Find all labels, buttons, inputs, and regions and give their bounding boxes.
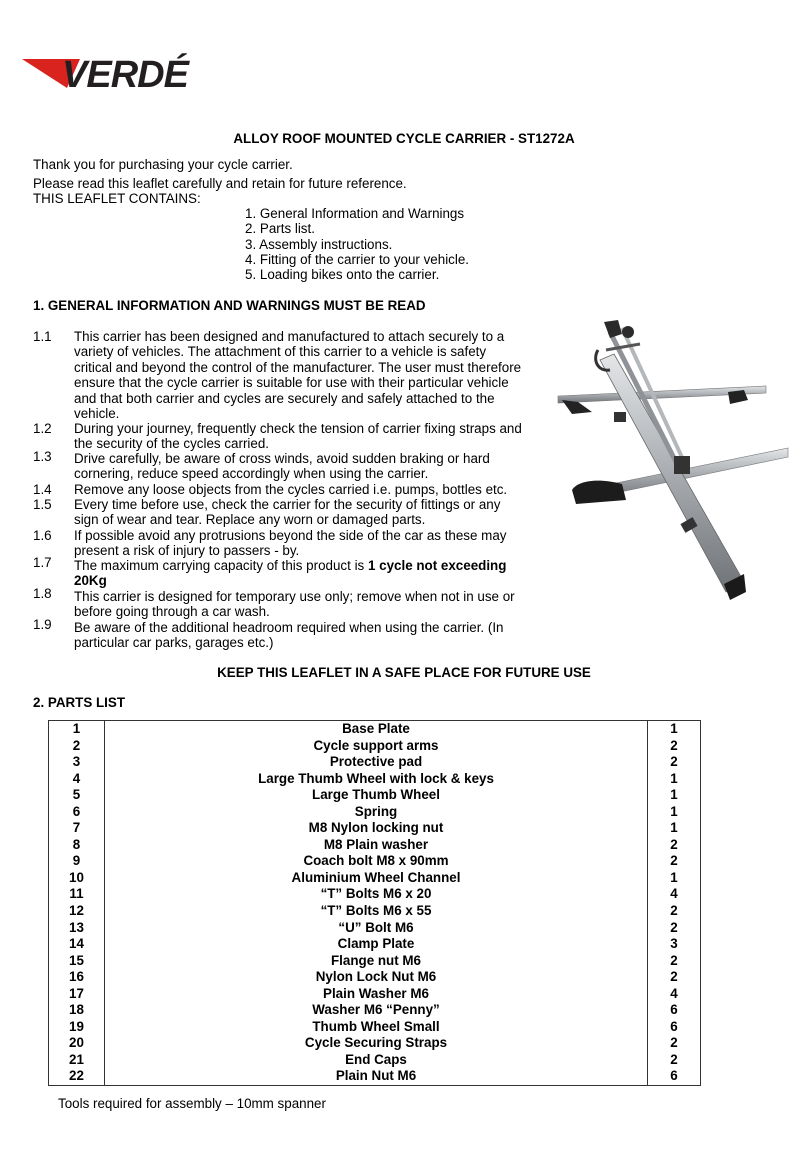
part-number: 15 [49,953,105,970]
part-number: 8 [49,837,105,854]
parts-row [49,953,701,970]
part-description: End Caps [105,1052,648,1069]
warning-number: 1.3 [33,449,52,464]
part-description: Cycle support arms [105,738,648,755]
part-number: 2 [49,738,105,755]
part-description: Nylon Lock Nut M6 [105,969,648,986]
part-quantity: 2 [648,1052,701,1069]
part-quantity: 1 [648,820,701,837]
section2-heading: 2. PARTS LIST [33,695,126,710]
part-quantity: 1 [648,787,701,804]
part-description: Base Plate [105,721,648,738]
part-description: Large Thumb Wheel with lock & keys [105,771,648,788]
part-quantity: 2 [648,853,701,870]
part-description: “T” Bolts M6 x 55 [105,903,648,920]
parts-row [49,1068,701,1085]
warning-text: This carrier is designed for temporary use only; remove when not in use or before going through a car wash. [74,589,515,620]
parts-row [49,754,701,771]
capacity-limit: 1 cycle not exceeding 20Kg [74,558,507,589]
cycle-carrier-photo [548,320,792,605]
part-number: 12 [49,903,105,920]
part-number: 13 [49,920,105,937]
part-description: Washer M6 “Penny” [105,1002,648,1019]
part-number: 16 [49,969,105,986]
part-description: Protective pad [105,754,648,771]
parts-row [49,1052,701,1069]
keep-leaflet-notice: KEEP THIS LEAFLET IN A SAFE PLACE FOR FUTURE USE [217,665,591,680]
parts-row [49,837,701,854]
intro-thanks: Thank you for purchasing your cycle carrier. [33,157,293,172]
part-quantity: 1 [648,870,701,887]
part-description: Thumb Wheel Small [105,1019,648,1036]
document-title: ALLOY ROOF MOUNTED CYCLE CARRIER - ST1272A [233,131,575,146]
part-number: 18 [49,1002,105,1019]
warning-text: This carrier has been designed and manufactured to attach securely to a variety of vehicles. The attachment of this carrier to a vehicle is safety critical and beyond the control of the manufacturer. The user must therefore ensure that the cycle carrier is suitable for use with their particular vehicle and that both carrier and cycles are securely and safely attached to the vehicle. [74,329,522,422]
part-description: Coach bolt M8 x 90mm [105,853,648,870]
part-description: Large Thumb Wheel [105,787,648,804]
part-quantity: 1 [648,804,701,821]
part-quantity: 1 [648,771,701,788]
parts-row [49,1035,701,1052]
part-description: M8 Nylon locking nut [105,820,648,837]
warning-number: 1.7 [33,555,52,570]
part-description: M8 Plain washer [105,837,648,854]
part-quantity: 2 [648,1035,701,1052]
part-description: “U” Bolt M6 [105,920,648,937]
part-number: 4 [49,771,105,788]
part-number: 7 [49,820,105,837]
contents-item: 5. Loading bikes onto the carrier. [245,267,440,283]
warning-number: 1.2 [33,421,52,436]
warning-number: 1.5 [33,497,52,512]
parts-row [49,920,701,937]
warning-text: Every time before use, check the carrier for the security of fittings or any sign of wear and tear. Replace any worn or damaged parts. [74,497,501,528]
part-number: 3 [49,754,105,771]
parts-row [49,886,701,903]
warning-number: 1.6 [33,528,52,543]
parts-row [49,1002,701,1019]
intro-read: Please read this leaflet carefully and retain for future reference. [33,176,407,191]
intro-contains: THIS LEAFLET CONTAINS: [33,191,201,206]
part-number: 19 [49,1019,105,1036]
warning-number: 1.9 [33,617,52,632]
warning-text: Remove any loose objects from the cycles carried i.e. pumps, bottles etc. [74,482,508,497]
part-number: 9 [49,853,105,870]
part-number: 14 [49,936,105,953]
contents-item: 2. Parts list. [245,221,315,237]
contents-item: 3. Assembly instructions. [245,236,393,252]
part-number: 11 [49,886,105,903]
part-number: 22 [49,1068,105,1085]
warning-text-plain: The maximum carrying capacity of this product is [74,558,368,573]
part-description: Cycle Securing Straps [105,1035,648,1052]
contents-item: 4. Fitting of the carrier to your vehicle. [245,251,470,267]
parts-row [49,870,701,887]
parts-row [49,721,701,738]
part-quantity: 6 [648,1068,701,1085]
part-description: Flange nut M6 [105,953,648,970]
verde-logo [22,50,192,92]
part-quantity: 4 [648,986,701,1003]
part-description: Plain Washer M6 [105,986,648,1003]
part-quantity: 2 [648,903,701,920]
warning-text: If possible avoid any protrusions beyond the side of the car as these may present a risk of injury to passers - by. [74,528,507,559]
part-description: Spring [105,804,648,821]
part-number: 20 [49,1035,105,1052]
logo-text: VERDÉ [62,54,188,92]
part-quantity: 4 [648,886,701,903]
part-quantity: 2 [648,738,701,755]
part-quantity: 2 [648,754,701,771]
tools-note: Tools required for assembly – 10mm spanner [58,1096,326,1111]
parts-row [49,853,701,870]
parts-row [49,903,701,920]
parts-row [49,787,701,804]
warning-number: 1.1 [33,329,52,344]
warning-text: Be aware of the additional headroom required when using the carrier. (In particular car parks, garages etc.) [74,620,504,651]
parts-row [49,969,701,986]
part-quantity: 2 [648,953,701,970]
part-description: Aluminium Wheel Channel [105,870,648,887]
section1-heading: 1. GENERAL INFORMATION AND WARNINGS MUST BE READ [33,298,426,313]
parts-table [48,720,701,1086]
contents-item: 1. General Information and Warnings [245,206,465,221]
parts-row [49,771,701,788]
warning-text [74,558,526,589]
parts-row [49,820,701,837]
part-number: 1 [49,721,105,738]
parts-row [49,738,701,755]
part-quantity: 2 [648,969,701,986]
parts-row [49,936,701,953]
part-number: 10 [49,870,105,887]
parts-row [49,986,701,1003]
part-number: 17 [49,986,105,1003]
contents-list [245,206,469,282]
part-number: 5 [49,787,105,804]
part-quantity: 3 [648,936,701,953]
warning-text: Drive carefully, be aware of cross winds, avoid sudden braking or hard cornering, reduce speed accordingly when using the carrier. [74,451,490,482]
parts-row [49,1019,701,1036]
warning-number: 1.8 [33,586,52,601]
part-quantity: 6 [648,1002,701,1019]
part-number: 6 [49,804,105,821]
part-quantity: 1 [648,721,701,738]
warning-text: During your journey, frequently check the tension of carrier fixing straps and the security of the cycles carried. [74,421,522,452]
part-quantity: 2 [648,920,701,937]
part-description: Plain Nut M6 [105,1068,648,1085]
part-description: Clamp Plate [105,936,648,953]
warning-number: 1.4 [33,482,52,497]
part-quantity: 6 [648,1019,701,1036]
part-quantity: 2 [648,837,701,854]
parts-row [49,804,701,821]
part-number: 21 [49,1052,105,1069]
part-description: “T” Bolts M6 x 20 [105,886,648,903]
